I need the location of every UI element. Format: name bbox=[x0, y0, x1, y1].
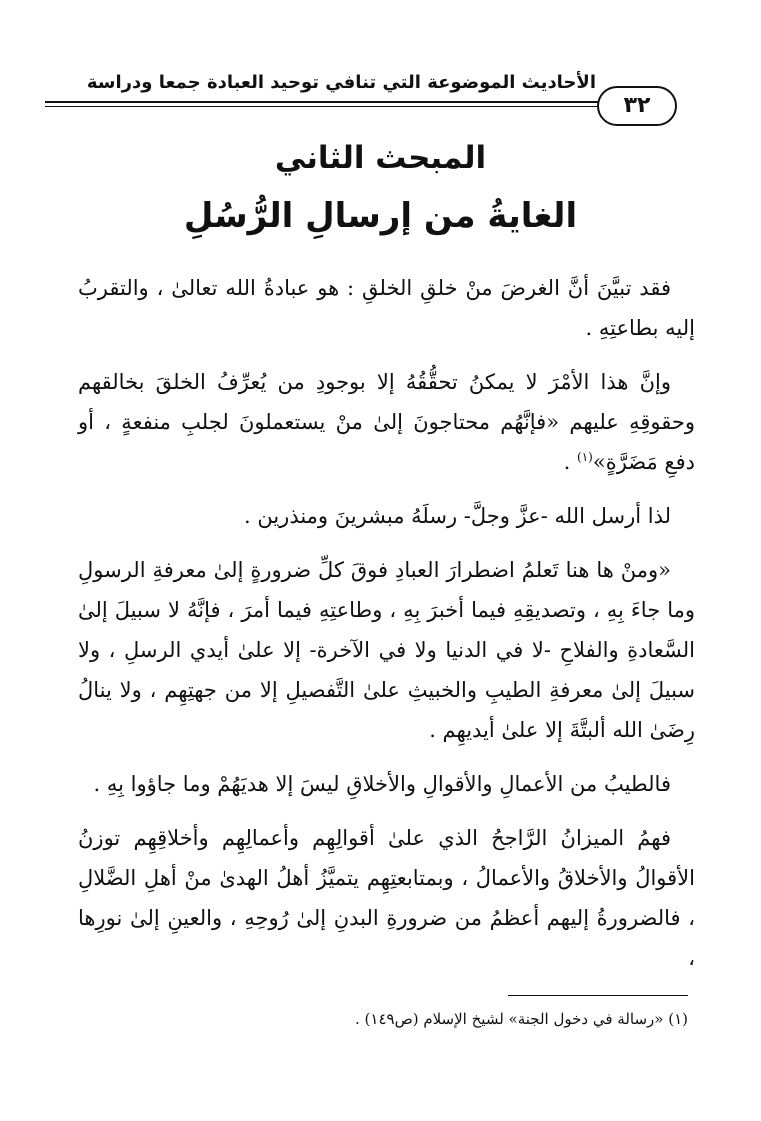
page-number-badge: ٣٢ bbox=[597, 86, 677, 126]
paragraph-text: لذا أرسل الله -عزَّ وجلَّ- رسلَهُ مبشرينَ ومنذرين . bbox=[244, 504, 671, 528]
paragraph bbox=[78, 550, 695, 750]
section-heading: المبحث الثاني bbox=[274, 140, 487, 176]
paragraph-text: «ومنْ ها هنا تَعلمُ اضطرارَ العبادِ فوقَ كلِّ ضرورةٍ إلىٰ معرفةِ الرسولِ وما جاءَ بِهِ ، وتصديقِهِ فيما أخبرَ بِهِ ، وطاعتِهِ فيما أمرَ ، فإنَّهُ لا سبيلَ إلىٰ السَّعادةِ والفلاحِ -لا في الدنيا ولا في الآخرة- إلا علىٰ أيدي الرسلِ ، ولا سبيلَ إلىٰ معرفةِ الطيبِ والخبيثِ علىٰ التَّفصيلِ إلا من جهتِهِم ، ولا ينالُ رِضَىٰ الله ألبتَّةَ إلا علىٰ أيديهِم . bbox=[78, 558, 695, 742]
footnote-rule bbox=[508, 995, 688, 996]
paragraph-text: فقد تبيَّنَ أنَّ الغرضَ منْ خلقِ الخلقِ : هو عبادةُ الله تعالىٰ ، والتقربُ إليه بطاعتِهِ . bbox=[78, 276, 695, 340]
body-text bbox=[78, 268, 695, 992]
paragraph bbox=[78, 764, 695, 804]
paragraph bbox=[78, 496, 695, 536]
paragraph-end: . bbox=[563, 450, 578, 474]
paragraph bbox=[78, 268, 695, 348]
header-rule bbox=[45, 101, 605, 107]
paragraph-text: وإنَّ هذا الأمْرَ لا يمكنُ تحقُّقُهُ إلا بوجودِ من يُعرِّفُ الخلقَ بخالقهم وحقوقِهِ عليهم «فإنَّهُم محتاجونَ إلىٰ منْ يستعملونَ لجلبِ منفعةٍ ، أو دفعِ مَضَرَّةٍ» bbox=[78, 370, 695, 474]
footnote-marker[interactable]: (١) bbox=[577, 450, 593, 464]
paragraph bbox=[78, 362, 695, 482]
footnote: (١) «رسالة في دخول الجنة» لشيخ الإسلام (ص١٤٩) . bbox=[355, 1010, 688, 1028]
paragraph bbox=[78, 818, 695, 978]
paragraph-text: فهمُ الميزانُ الرَّاجحُ الذي علىٰ أقوالِهِم وأعمالِهِم وأخلاقِهِم توزنُ الأقوالُ والأخلاقُ والأعمالُ ، وبمتابعتِهِم يتميَّزُ أهلُ الهدىٰ منْ أهلِ الضَّلالِ ، فالضرورةُ إليهم أعظمُ من ضرورةِ البدنِ إلىٰ رُوحِهِ ، والعينِ إلىٰ نورِها ، bbox=[78, 826, 695, 970]
chapter-title: الغايةُ من إرسالِ الرُّسُلِ bbox=[183, 196, 578, 236]
paragraph-text: فالطيبُ من الأعمالِ والأقوالِ والأخلاقِ ليسَ إلا هديَهُمْ وما جاؤوا بِهِ . bbox=[93, 772, 671, 796]
running-title: الأحاديث الموضوعة التي تنافي توحيد العبادة جمعا ودراسة bbox=[86, 72, 596, 93]
